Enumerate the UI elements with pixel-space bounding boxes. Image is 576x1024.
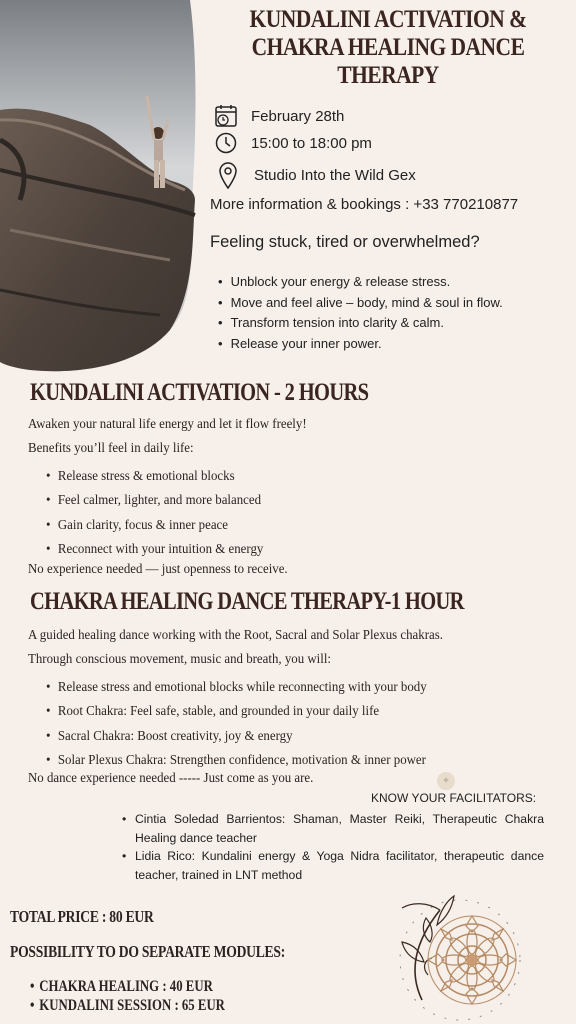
event-location: Studio Into the Wild Gex [254,166,416,184]
title-line-2: CHAKRA HEALING DANCE [251,34,525,61]
list-item: • Cintia Soledad Barrientos: Shaman, Master Reiki, Therapeutic Chakra Healing dance teacher [122,810,544,847]
chakra-bullets [46,676,427,773]
list-item: • Reconnect with your intuition & energy [46,538,263,562]
page-title [237,6,540,90]
event-date: February 28th [251,107,345,125]
kundalini-footer: No experience needed — just openness to receive. [28,562,288,577]
total-price: TOTAL PRICE : 80 EUR [10,907,154,926]
list-item: • Sacral Chakra: Boost creativity, joy & energy [46,725,427,749]
title-line-3: THERAPY [337,62,439,89]
more-info-bookings: More information & bookings : +33 770210877 [210,196,519,213]
list-item: • Release stress & emotional blocks [46,465,263,489]
chakra-intro: A guided healing dance working with the Root, Sacral and Solar Plexus chakras. [28,628,443,643]
event-time-row [215,131,372,155]
location-pin-icon [218,160,244,190]
list-item: • Feel calmer, lighter, and more balanced [46,489,263,513]
facilitators-list [122,810,544,884]
list-item: • Release stress and emotional blocks while reconnecting with your body [46,676,427,700]
title-line-1: KUNDALINI ACTIVATION & [249,6,527,33]
separate-modules-label: POSSIBILITY TO DO SEPARATE MODULES: [10,942,286,961]
facilitators-heading: KNOW YOUR FACILITATORS: [371,791,537,805]
kundalini-intro: Awaken your natural life energy and let it flow freely! [28,417,307,432]
kundalini-bullets [46,465,263,562]
event-time: 15:00 to 18:00 pm [251,134,372,152]
list-item: • CHAKRA HEALING : 40 EUR [30,977,225,996]
list-item: • Lidia Rico: Kundalini energy & Yoga Nidra facilitator, therapeutic dance teacher, trained in LNT method [122,847,544,884]
event-location-row [218,160,416,190]
intro-question: Feeling stuck, tired or overwhelmed? [210,233,480,251]
intro-bullets [218,272,503,354]
event-date-row [215,104,344,128]
kundalini-benefits-label: Benefits you’ll feel in daily life: [28,441,194,456]
mandala-icon [382,880,562,1024]
chakra-movement-label: Through conscious movement, music and breath, you will: [28,652,331,667]
module-prices [30,977,225,1015]
chakra-title: CHAKRA HEALING DANCE THERAPY-1 HOUR [30,588,464,615]
list-item: • KUNDALINI SESSION : 65 EUR [30,996,225,1015]
list-item: • Release your inner power. [218,334,503,355]
list-item: • Root Chakra: Feel safe, stable, and grounded in your daily life [46,700,427,724]
clock-icon [215,131,241,155]
list-item: • Unblock your energy & release stress. [218,272,503,293]
kundalini-title: KUNDALINI ACTIVATION - 2 HOURS [30,379,369,406]
list-item: • Gain clarity, focus & inner peace [46,514,263,538]
calendar-clock-icon [215,104,241,128]
decorative-dot: ✧ [437,772,455,790]
list-item: • Transform tension into clarity & calm. [218,313,503,334]
chakra-footer: No dance experience needed ----- Just come as you are. [28,771,314,786]
list-item: • Solar Plexus Chakra: Strengthen confidence, motivation & inner power [46,749,427,773]
hero-photo [0,0,200,375]
list-item: • Move and feel alive – body, mind & soul in flow. [218,293,503,314]
